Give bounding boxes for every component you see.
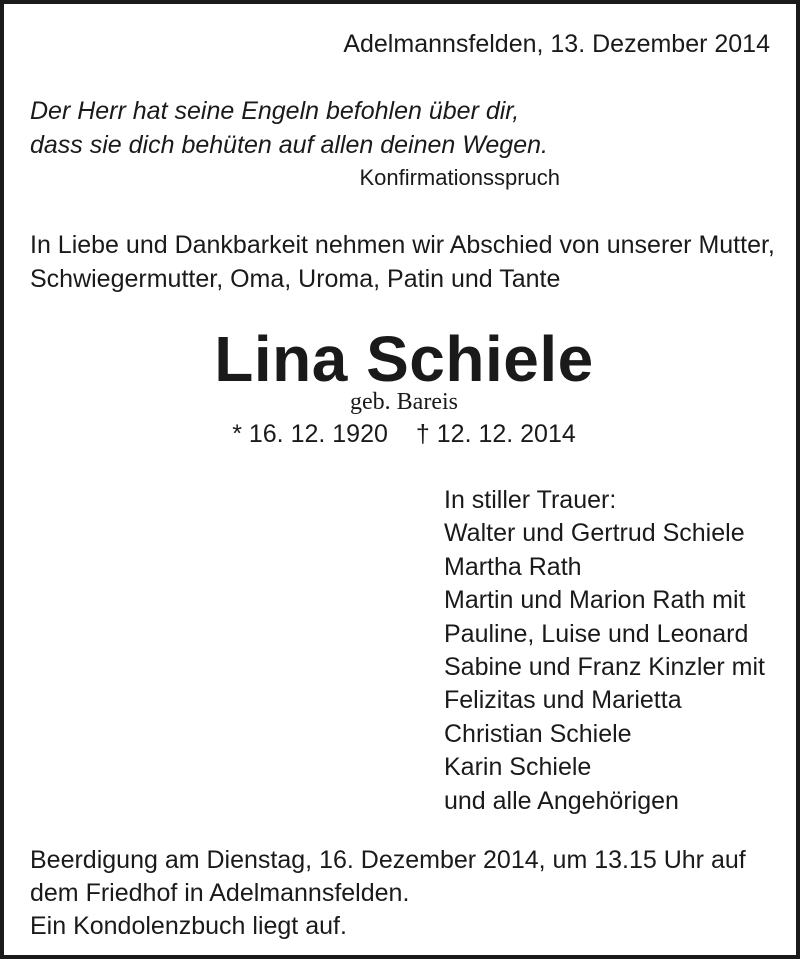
mourner-line: Sabine und Franz Kinzler mit	[444, 653, 765, 682]
condolence-book-note: Ein Kondolenzbuch liegt auf.	[30, 912, 347, 940]
mourner-line: und alle Angehörigen	[444, 786, 679, 815]
intro-line-2: Schwiegermutter, Oma, Uroma, Patin und Tante	[30, 265, 561, 293]
verse-line-2: dass sie dich behüten auf allen deinen Wegen.	[30, 131, 548, 159]
death-date: † 12. 12. 2014	[415, 420, 576, 448]
mourner-line: Felizitas und Marietta	[444, 686, 682, 715]
intro-text	[30, 228, 775, 296]
birth-date: * 16. 12. 1920	[232, 420, 388, 448]
mourner-line: Martha Rath	[444, 552, 582, 581]
mourners-list	[444, 484, 765, 818]
mourner-line: Karin Schiele	[444, 753, 592, 782]
mourner-line: Walter und Gertrud Schiele	[444, 519, 745, 548]
mourner-line: Christian Schiele	[444, 719, 632, 748]
deceased-name: Lina Schiele	[214, 323, 594, 395]
verse-line-1: Der Herr hat seine Engeln befohlen über dir,	[30, 97, 520, 125]
maiden-name: geb. Bareis	[350, 389, 458, 415]
intro-line-1: In Liebe und Dankbarkeit nehmen wir Abschied von unserer Mutter,	[30, 231, 775, 259]
bible-verse	[30, 94, 548, 162]
place-date-line: Adelmannsfelden, 13. Dezember 2014	[343, 30, 770, 58]
mourner-line: Martin und Marion Rath mit	[444, 586, 746, 615]
funeral-details	[30, 844, 746, 943]
mourner-line: Pauline, Luise und Leonard	[444, 619, 749, 648]
life-dates	[4, 420, 800, 449]
verse-source: Konfirmationsspruch	[359, 165, 560, 190]
funeral-line-1: Beerdigung am Dienstag, 16. Dezember 2014, um 13.15 Uhr auf	[30, 846, 746, 874]
funeral-line-2: dem Friedhof in Adelmannsfelden.	[30, 879, 410, 907]
mourners-heading: In stiller Trauer:	[444, 486, 617, 514]
